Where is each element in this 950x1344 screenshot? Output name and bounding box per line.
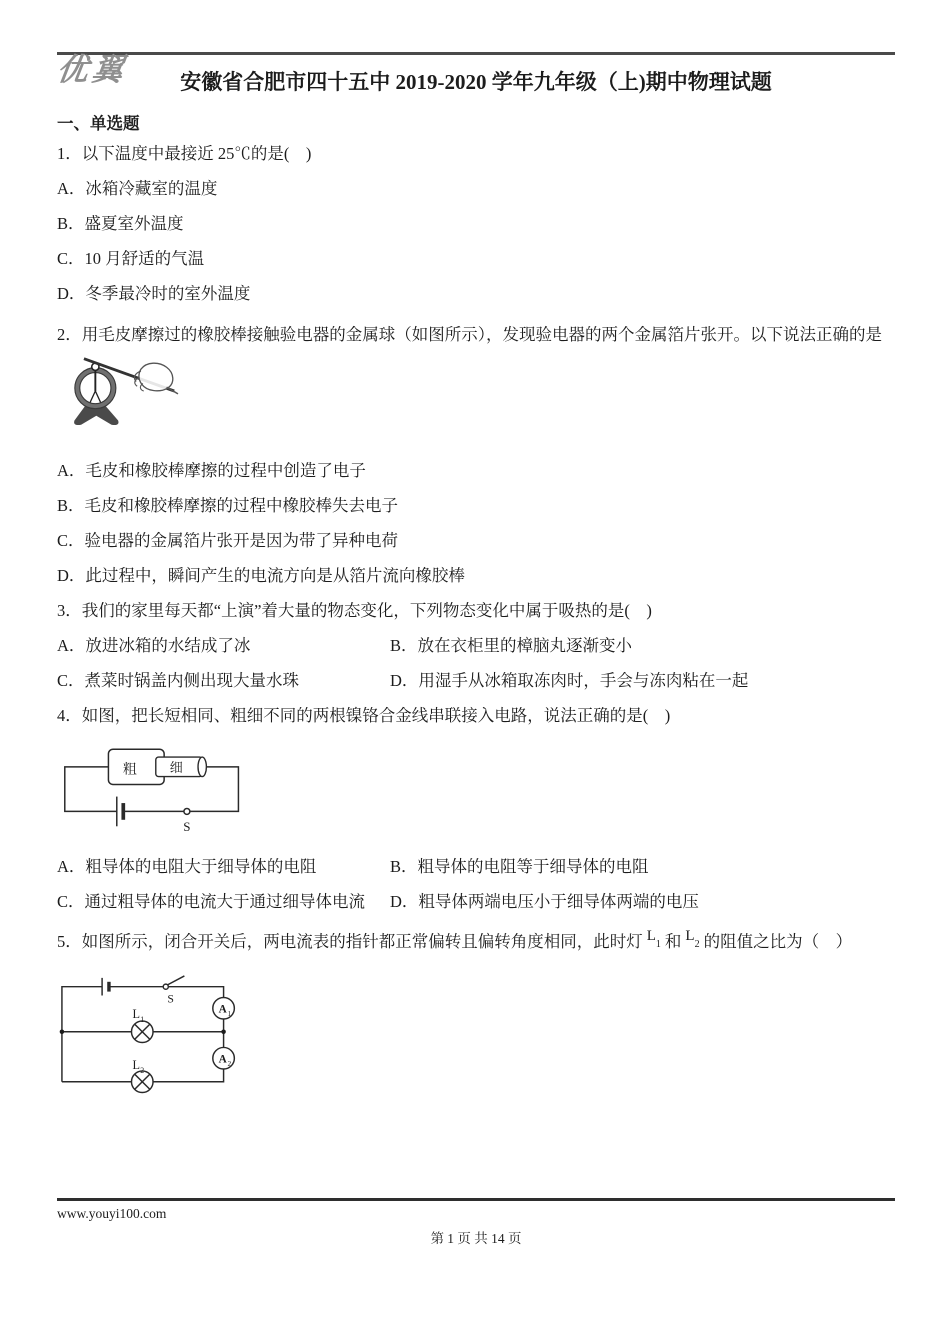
question-4-option-b: B．粗导体的电阻等于细导体的电阻 bbox=[390, 857, 649, 876]
question-1-option-d: D．冬季最冷时的室外温度 bbox=[57, 284, 251, 303]
thin-cylinder-cap bbox=[198, 757, 206, 777]
page-title: 安徽省合肥市四十五中 2019-2020 学年九年级（上)期中物理试题 bbox=[180, 70, 772, 94]
question-4-option-c: C．通过粗导体的电流大于通过细导体电流 bbox=[57, 892, 366, 911]
footer-website: www.youyi100.com bbox=[57, 1206, 167, 1221]
question-4-option-a: A．粗导体的电阻大于细导体的电阻 bbox=[57, 857, 317, 876]
header-rule bbox=[57, 52, 895, 55]
ammeter2-label-sub: 2 bbox=[227, 1059, 232, 1069]
series-wires-circuit-figure bbox=[57, 739, 262, 843]
switch-label: S bbox=[183, 818, 191, 834]
electroscope-foil-leaves bbox=[90, 391, 100, 402]
question-5-prefix: 5．如图所示，闭合开关后，两电流表的指针都正常偏转且偏转角度相同，此时灯 bbox=[57, 932, 643, 951]
question-2-option-c: C．验电器的金属箔片张开是因为带了异种电荷 bbox=[57, 531, 399, 550]
lamp2-label: L bbox=[132, 1057, 140, 1072]
rod-tip bbox=[167, 387, 178, 394]
ammeter2-label: A bbox=[218, 1053, 227, 1066]
question-1-option-c: C．10 月舒适的气温 bbox=[57, 249, 205, 268]
question-1-option-a: A．冰箱冷藏室的温度 bbox=[57, 179, 218, 198]
thin-label: 细 bbox=[169, 759, 183, 775]
question-4-option-d: D．粗导体两端电压小于细导体两端的电压 bbox=[390, 892, 699, 911]
lamp1-label-sub: 1 bbox=[140, 1014, 145, 1024]
page-footer bbox=[57, 1198, 895, 1248]
question-1-option-b: B．盛夏室外温度 bbox=[57, 214, 184, 233]
section-heading: 一、单选题 bbox=[57, 114, 140, 133]
thick-label: 粗 bbox=[122, 762, 137, 778]
lamp1-cross bbox=[135, 1024, 150, 1039]
question-3-option-a: A．放进冰箱的水结成了冰 bbox=[57, 636, 251, 655]
footer-page-indicator: 第 1 页 共 14 页 bbox=[430, 1231, 522, 1246]
question-3-option-b: B．放在衣柜里的樟脑丸逐渐变小 bbox=[390, 636, 633, 655]
lamp2-label-sub: 2 bbox=[140, 1065, 145, 1075]
footer-rule bbox=[57, 1198, 895, 1201]
lamp-l2-ref: $L_2$ bbox=[685, 928, 700, 950]
junction-dot-left bbox=[60, 1030, 65, 1035]
wire-to-ammeter1 bbox=[169, 987, 224, 998]
question-4-text: 4．如图，把长短相同、粗细不同的两根镍铬合金线串联接入电路，说法正确的是( ) bbox=[57, 706, 671, 725]
junction-dot-right bbox=[221, 1030, 226, 1035]
youyi-logo: 优翼 bbox=[54, 52, 130, 87]
question-1-text: 1．以下温度中最接近 25℃的是( ) bbox=[57, 144, 312, 163]
question-5-conjunction: 和 bbox=[664, 932, 682, 951]
switch-contact bbox=[184, 808, 190, 814]
hand-sketch bbox=[139, 363, 173, 391]
wire-a2-to-lamp2 bbox=[153, 1069, 224, 1082]
lamp-l1-ref: $L_1$ bbox=[646, 928, 661, 950]
ammeter1-label: A bbox=[218, 1003, 227, 1016]
question-2-option-a: A．毛皮和橡胶棒摩擦的过程中创造了电子 bbox=[57, 461, 366, 480]
question-2-option-d: D．此过程中，瞬间产生的电流方向是从箔片流向橡胶棒 bbox=[57, 566, 465, 585]
lamp1-label: L bbox=[132, 1007, 140, 1022]
electroscope-figure bbox=[59, 353, 183, 429]
switch-blade bbox=[168, 976, 185, 985]
question-3-text: 3．我们的家里每天都“上演”着大量的物态变化，下列物态变化中属于吸热的是( ) bbox=[57, 601, 652, 620]
wire-top-left-and-left bbox=[62, 987, 102, 1082]
ammeter1-label-sub: 1 bbox=[227, 1009, 232, 1019]
question-3-option-c: C．煮菜时锅盖内侧出现大量水珠 bbox=[57, 671, 300, 690]
question-2-text: 2．用毛皮摩擦过的橡胶棒接触验电器的金属球（如图所示），发现验电器的两个金属箔片张开。以下说法正确的是 bbox=[57, 325, 882, 344]
switch-pivot bbox=[163, 984, 168, 989]
question-5-text bbox=[57, 921, 895, 970]
question-5-suffix: 的阻值之比为（ ） bbox=[703, 932, 853, 951]
question-3-option-d: D．用湿手从冰箱取冻肉时，手会与冻肉粘在一起 bbox=[390, 671, 749, 690]
parallel-lamps-circuit-figure bbox=[57, 972, 253, 1117]
question-2-option-b: B．毛皮和橡胶棒摩擦的过程中橡胶棒失去电子 bbox=[57, 496, 399, 515]
switch-label: S bbox=[167, 992, 174, 1006]
lamp2-cross bbox=[135, 1074, 150, 1089]
